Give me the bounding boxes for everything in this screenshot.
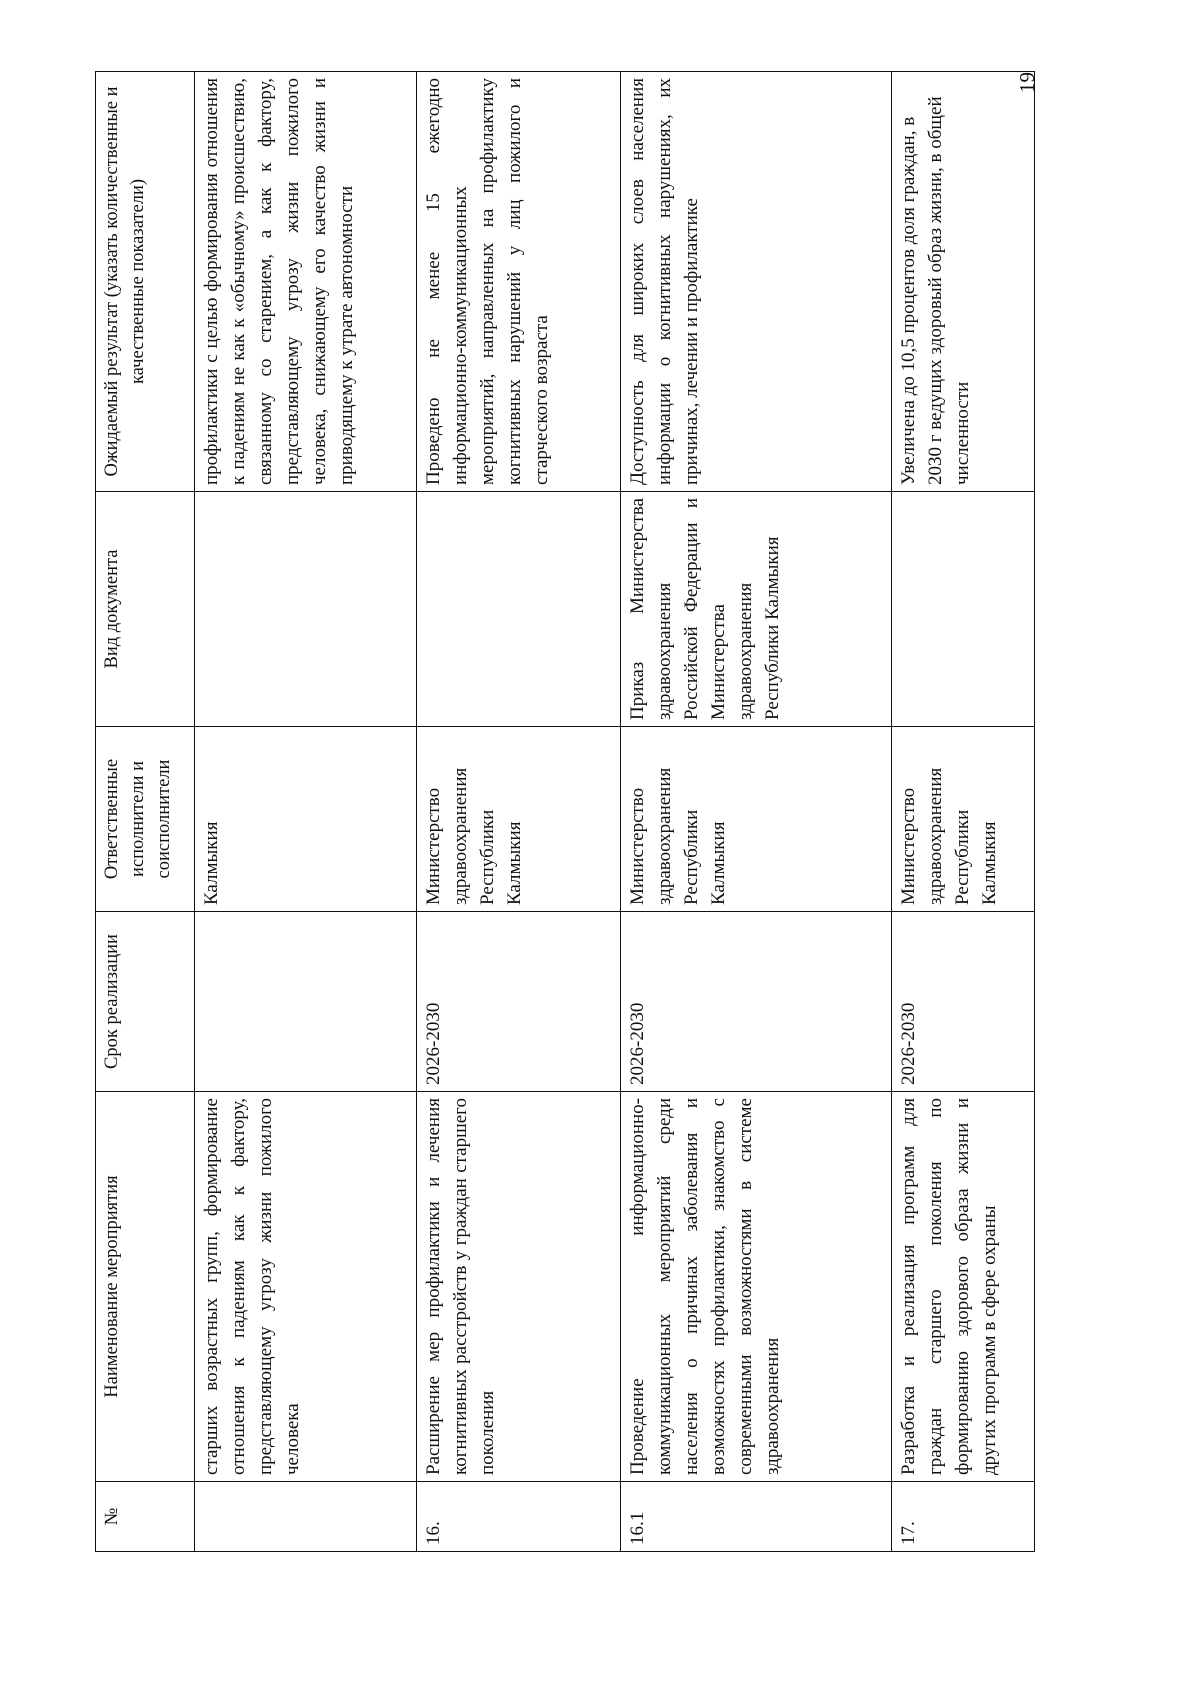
row-result: Доступность для широких слоев населения информации о когнитивных нарушениях, их причинах, лечении и профилактике [621, 72, 891, 492]
header-result: Ожидаемый результат (указать количественные и качественные показатели) [96, 72, 195, 492]
row-responsible: Министерство здравоохранения Республики Калмыкия [417, 727, 621, 912]
row-doc-type [195, 492, 417, 727]
row-result: Увеличена до 10,5 процентов доля граждан, в 2030 г ведущих здоровый образ жизни, в общей численности [891, 72, 1034, 492]
action-plan-table [95, 71, 1035, 1552]
row-term: 2026-2030 [621, 912, 891, 1092]
row-term: 2026-2030 [417, 912, 621, 1092]
page-number: 19 [1015, 72, 1039, 93]
row-num: 17. [891, 1482, 1034, 1552]
header-name: Наименование мероприятия [96, 1092, 195, 1482]
row-result: профилактики с целью формирования отношения к падениям не как к «обычному» происшествию, связанному со старением, а как к фактору, представляющему угрозу жизни пожилого человека, снижающему его качество жизни и приводящему к утрате автономности [195, 72, 417, 492]
row-name: старших возрастных групп, формирование отношения к падениям как к фактору, представляющему угрозу жизни пожилого человека [195, 1092, 417, 1482]
row-name: Расширение мер профилактики и лечения когнитивных расстройств у граждан старшего поколения [417, 1092, 621, 1482]
row-num: 16.1 [621, 1482, 891, 1552]
row-result: Проведено не менее 15 ежегодно информационно-коммуникационных мероприятий, направленных на профилактику когнитивных нарушений у лиц пожилого и старческого возраста [417, 72, 621, 492]
table-header-row [96, 72, 195, 1552]
row-doc-type [417, 492, 621, 727]
row-name: Проведение информационно-коммуникационных мероприятий среди населения о причинах заболевания и возможностях профилактики, знакомство с современными возможностями в системе здравоохранения [621, 1092, 891, 1482]
row-responsible: Министерство здравоохранения Республики Калмыкия [621, 727, 891, 912]
table-row [417, 72, 621, 1552]
header-term: Срок реализации [96, 912, 195, 1092]
row-term [195, 912, 417, 1092]
table-row [195, 72, 417, 1552]
row-term: 2026-2030 [891, 912, 1034, 1092]
row-responsible: Министерство здравоохранения Республики Калмыкия [891, 727, 1034, 912]
row-num: 16. [417, 1482, 621, 1552]
header-doc-type: Вид документа [96, 492, 195, 727]
row-doc-type [891, 492, 1034, 727]
header-num: № [96, 1482, 195, 1552]
header-responsible: Ответственные исполнители и соисполнители [96, 727, 195, 912]
row-num [195, 1482, 417, 1552]
table-row [621, 72, 891, 1552]
row-responsible: Калмыкия [195, 727, 417, 912]
row-name: Разработка и реализация программ для граждан старшего поколения по формированию здорового образа жизни и других программ в сфере охраны [891, 1092, 1034, 1482]
row-doc-type: Приказ Министерства здравоохранения Российской Федерации и Министерства здравоохранения Республики Калмыкия [621, 492, 891, 727]
rotated-page [95, 72, 1061, 1552]
table-row [891, 72, 1034, 1552]
